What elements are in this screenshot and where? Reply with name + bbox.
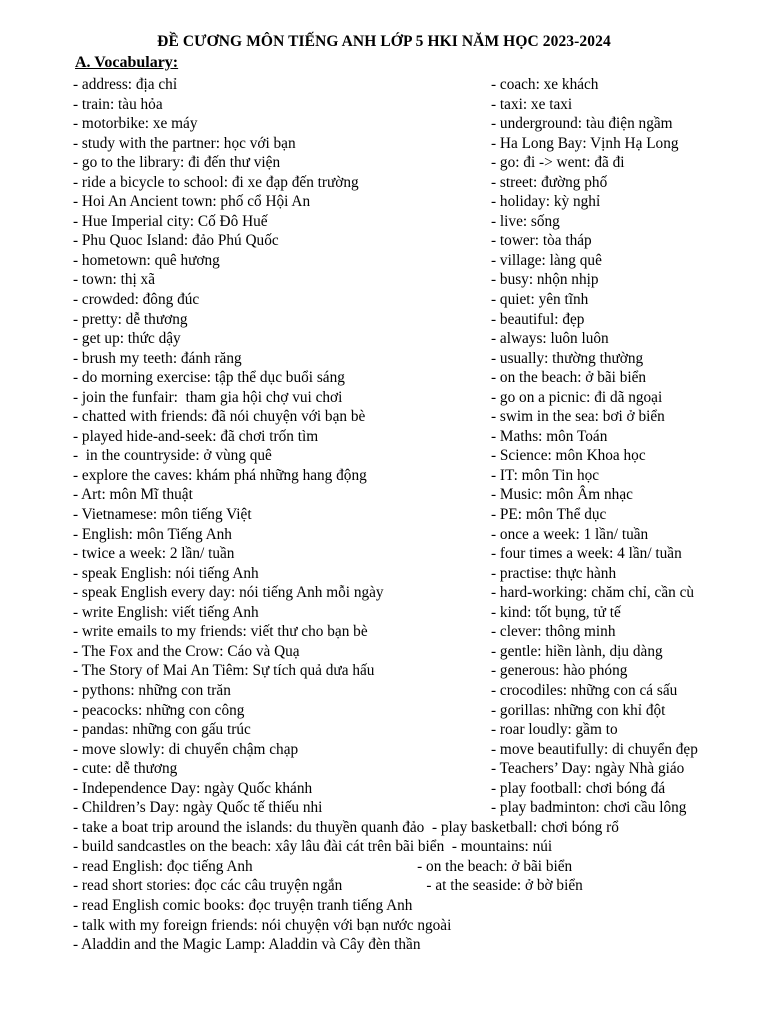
vocab-item-left: - cute: dễ thương	[73, 760, 178, 778]
vocab-item-right: - gorillas: những con khỉ đột	[491, 701, 666, 719]
vocab-item-left: - read English comic books: đọc truyện tranh tiếng Anh	[73, 896, 413, 914]
vocab-item-left: - town: thị xã	[73, 271, 155, 289]
document-title: ĐỀ CƯƠNG MÔN TIẾNG ANH LỚP 5 HKI NĂM HỌC 2023-2024	[157, 33, 611, 50]
vocab-item-right: - PE: môn Thể dục	[491, 506, 607, 524]
vocab-item-left: - Hue Imperial city: Cố Đô Huế	[73, 212, 268, 230]
vocab-item-right: - roar loudly: gầm to	[491, 721, 618, 739]
vocab-item-right: - usually: thường thường	[491, 349, 644, 367]
vocab-item-left: - pretty: dễ thương	[73, 310, 188, 328]
vocab-item-right: - street: đường phố	[491, 173, 608, 191]
vocab-item-left: - go to the library: đi đến thư viện	[73, 154, 281, 172]
vocab-item-right: - holiday: kỳ nghỉ	[491, 193, 601, 211]
vocab-item-right: - once a week: 1 lần/ tuần	[491, 525, 649, 543]
vocab-item-left: - played hide-and-seek: đã chơi trốn tìm	[73, 427, 319, 445]
vocab-item-right: - IT: môn Tin học	[491, 466, 600, 484]
vocab-item-left: - speak English: nói tiếng Anh	[73, 564, 259, 582]
vocab-item-left: - crowded: đông đúc	[73, 291, 200, 309]
vocab-item-left: - Children’s Day: ngày Quốc tế thiếu nhi	[73, 799, 323, 817]
vocab-item-right: - swim in the sea: bơi ở biển	[491, 408, 665, 426]
vocab-item-left: - peacocks: những con công	[73, 701, 245, 719]
vocab-item-right: - practise: thực hành	[491, 564, 617, 582]
vocab-item-left: - Aladdin and the Magic Lamp: Aladdin và Cây đèn thần	[73, 936, 421, 954]
vocab-item-right: - on the beach: ở bãi biển	[491, 369, 647, 387]
vocab-item-right: - gentle: hiền lành, dịu dàng	[491, 642, 663, 660]
vocab-item-left: - move slowly: di chuyển chậm chạp	[73, 740, 299, 758]
vocab-item-right: - always: luôn luôn	[491, 330, 609, 348]
vocab-item-left: - The Story of Mai An Tiêm: Sự tích quả dưa hấu	[73, 662, 375, 680]
vocab-item-left: - Hoi An Ancient town: phố cổ Hội An	[73, 193, 311, 211]
vocab-item-right: - Teachers’ Day: ngày Nhà giáo	[491, 760, 685, 778]
vocab-item-right: - hard-working: chăm chỉ, cần cù	[491, 584, 695, 602]
vocab-item-left: - talk with my foreign friends: nói chuyện với bạn nước ngoài	[73, 916, 452, 934]
vocab-item-right: - village: làng quê	[491, 251, 602, 269]
vocab-item-left: - explore the caves: khám phá những hang động	[73, 466, 367, 484]
vocab-item-right: - kind: tốt bụng, tử tế	[491, 603, 621, 621]
vocab-item-right: - Maths: môn Toán	[491, 427, 608, 445]
vocab-item-left: - Art: môn Mĩ thuật	[73, 486, 193, 504]
vocab-item-left: - join the funfair: tham gia hội chợ vui chơi	[73, 388, 343, 406]
vocab-item-left: - Independence Day: ngày Quốc khánh	[73, 779, 313, 797]
vocab-item-right: - coach: xe khách	[491, 76, 599, 93]
vocab-item-left: - brush my teeth: đánh răng	[73, 349, 242, 367]
vocab-item-right: - play football: chơi bóng đá	[491, 779, 666, 797]
vocab-item-right: - move beautifully: di chuyển đẹp	[491, 740, 698, 758]
vocab-item-left: - train: tàu hỏa	[73, 95, 163, 113]
vocab-item-left: - write English: viết tiếng Anh	[73, 603, 259, 621]
vocab-item-left: - do morning exercise: tập thể dục buổi sáng	[73, 369, 345, 387]
vocab-item-right: - underground: tàu điện ngầm	[491, 115, 673, 133]
vocab-item-left: - get up: thức dậy	[73, 330, 181, 348]
vocab-item-right: - go on a picnic: đi dã ngoại	[491, 388, 663, 406]
vocab-item-right: - quiet: yên tĩnh	[491, 291, 589, 309]
vocab-item-left: - The Fox and the Crow: Cáo và Quạ	[73, 642, 300, 660]
vocab-item-right: - Science: môn Khoa học	[491, 447, 646, 465]
vocab-item-right: - live: sống	[491, 212, 560, 230]
vocab-item-left: - write emails to my friends: viết thư cho bạn bè	[73, 623, 368, 641]
vocab-item-right: - busy: nhộn nhịp	[491, 271, 599, 289]
vocab-item-left: - motorbike: xe máy	[73, 115, 198, 133]
vocab-item-right: - crocodiles: những con cá sấu	[491, 681, 678, 699]
vocab-item-right: - go: đi -> went: đã đi	[491, 154, 625, 172]
vocab-item-left: - speak English every day: nói tiếng Anh mỗi ngày	[73, 584, 384, 602]
vocab-item-left: - Vietnamese: môn tiếng Việt	[73, 506, 252, 524]
vocab-item-left: - study with the partner: học với bạn	[73, 134, 296, 152]
vocab-item-right: - play badminton: chơi cầu lông	[491, 799, 687, 817]
vocab-item-right: - beautiful: đẹp	[491, 310, 585, 328]
vocab-item-right: - Music: môn Âm nhạc	[491, 486, 633, 504]
vocab-item-right: - taxi: xe taxi	[491, 95, 573, 113]
vocab-item-left: - pandas: những con gấu trúc	[73, 721, 251, 739]
vocab-item-left: - pythons: những con trăn	[73, 681, 231, 699]
vocab-item-left: - twice a week: 2 lần/ tuần	[73, 545, 235, 563]
vocab-item-right: - generous: hào phóng	[491, 662, 628, 680]
vocab-item-left: - in the countryside: ở vùng quê	[73, 447, 272, 465]
vocab-item-right: - Ha Long Bay: Vịnh Hạ Long	[491, 134, 679, 152]
vocab-item-left: - take a boat trip around the islands: du thuyền quanh đảo - play basketball: chơi bóng rổ	[73, 818, 619, 836]
vocab-item-left: - English: môn Tiếng Anh	[73, 525, 232, 543]
vocab-item-left: - chatted with friends: đã nói chuyện với bạn bè	[73, 408, 366, 426]
vocab-item-right: - four times a week: 4 lần/ tuần	[491, 545, 682, 563]
vocab-item-left: - Phu Quoc Island: đảo Phú Quốc	[73, 232, 279, 250]
vocab-item-left: - read short stories: đọc các câu truyện ngắn - at the seaside: ở bờ biển	[73, 877, 583, 895]
section-heading-vocabulary: A. Vocabulary:	[75, 54, 179, 71]
vocab-item-left: - build sandcastles on the beach: xây lâu đài cát trên bãi biển - mountains: núi	[73, 838, 553, 856]
vocabulary-right-column	[491, 75, 698, 818]
vocab-item-right: - tower: tòa tháp	[491, 232, 592, 250]
vocab-item-left: - hometown: quê hương	[73, 251, 220, 269]
vocab-item-left: - read English: đọc tiếng Anh - on the beach: ở bãi biển	[73, 857, 573, 875]
vocab-item-right: - clever: thông minh	[491, 623, 616, 641]
vocab-item-left: - address: địa chỉ	[73, 76, 178, 93]
vocab-item-left: - ride a bicycle to school: đi xe đạp đến trường	[73, 173, 359, 191]
